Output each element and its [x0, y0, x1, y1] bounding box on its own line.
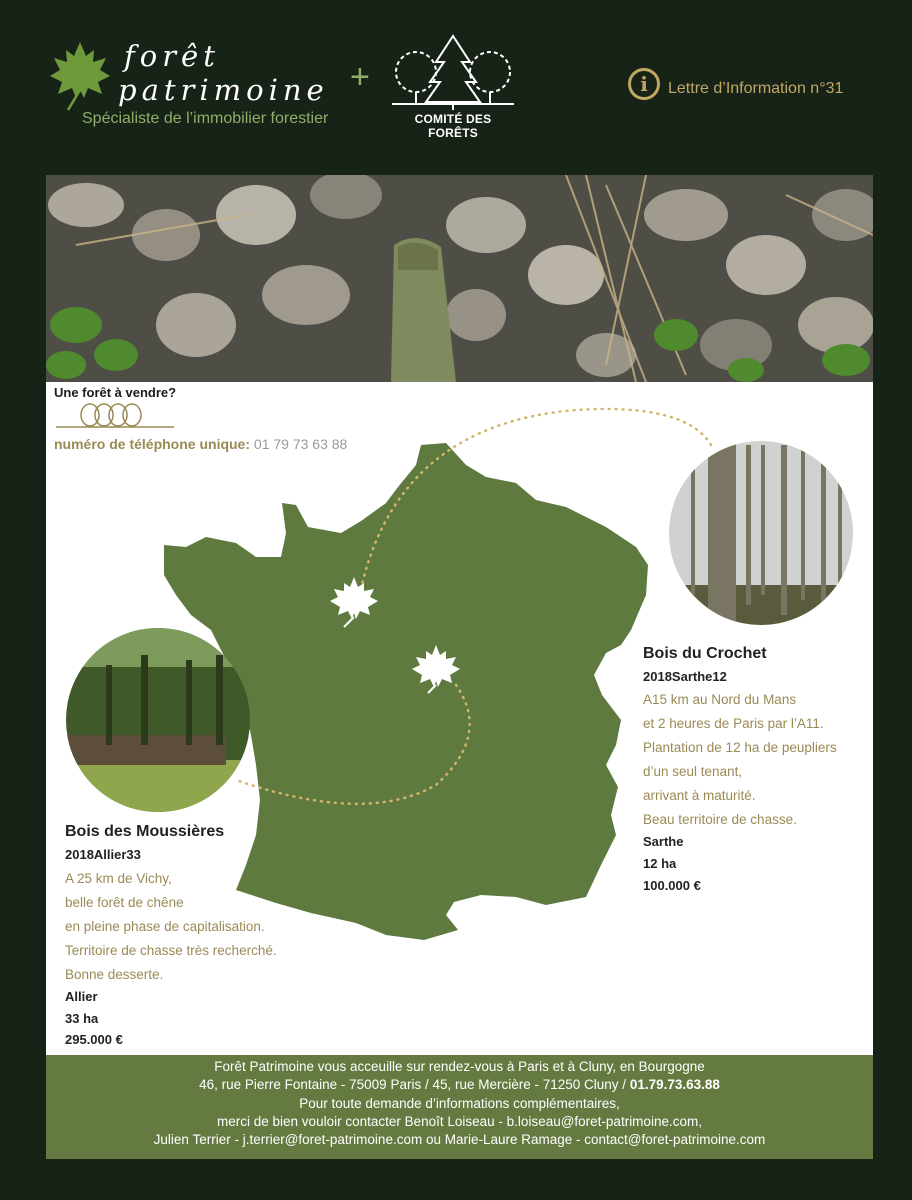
brand-tagline: Spécialiste de l’immobilier forestier [82, 110, 329, 127]
property-reference: 2018Sarthe12 [643, 669, 727, 684]
property-description-line: Bonne desserte. [65, 967, 164, 982]
plus-sign: + [350, 58, 370, 96]
brand-name-line1: forêt [124, 39, 220, 73]
info-icon: i [628, 68, 660, 100]
property-area: 12 ha [643, 856, 677, 871]
property-description-line: et 2 heures de Paris par l’A11. [643, 716, 824, 731]
maple-leaf-icon [46, 38, 114, 112]
phone-number[interactable]: 01 79 73 63 88 [253, 436, 348, 452]
property-department: Allier [65, 989, 98, 1004]
property-area: 33 ha [65, 1011, 99, 1026]
property-description-line: belle forêt de chêne [65, 895, 184, 910]
footer-contact-line[interactable]: merci de bien vouloir contacter Benoît Loiseau - b.loiseau@foret-patrimoine.com, [217, 1113, 702, 1129]
property-name: Bois des Moussières [65, 823, 225, 840]
property-name: Bois du Crochet [643, 645, 767, 662]
property-description-line: A 25 km de Vichy, [65, 871, 172, 886]
property-department: Sarthe [643, 834, 684, 849]
newsletter-label: Lettre d’Information n°31 [668, 80, 844, 97]
footer-phone[interactable]: 01.79.73.63.88 [629, 1077, 720, 1093]
property-price: 295.000 € [65, 1032, 123, 1047]
property-description-line: en pleine phase de capitalisation. [65, 919, 265, 934]
property-description-line: d’un seul tenant, [643, 764, 743, 779]
poplar-plantation-photo [666, 435, 866, 635]
property-description-line: arrivant à maturité. [643, 788, 756, 803]
footer-line: Forêt Patrimoine vous acceuille sur rendez-vous à Paris et à Cluny, en Bourgogne [214, 1059, 705, 1074]
property-description-line: Territoire de chasse très recherché. [65, 943, 277, 958]
tree-logo-icon [388, 32, 518, 112]
footer-address-line [46, 1076, 873, 1094]
sale-heading: Une forêt à vendre? [54, 385, 177, 400]
property-description-line: A15 km au Nord du Mans [643, 692, 797, 707]
property-description-line: Beau territoire de chasse. [643, 812, 797, 827]
footer-address: 46, rue Pierre Fontaine - 75009 Paris / 45, rue Mercière - 71250 Cluny / [199, 1077, 630, 1093]
phone-label: numéro de téléphone unique: [54, 436, 251, 452]
contact-footer [46, 1055, 873, 1159]
property-reference: 2018Allier33 [65, 847, 141, 862]
footer-line: Pour toute demande d’informations complémentaires, [299, 1095, 620, 1111]
property-description-line: Plantation de 12 ha de peupliers [643, 740, 837, 755]
brand-name-line2: patrimoine [118, 73, 329, 107]
property-price: 100.000 € [643, 878, 701, 893]
partner-name: COMITÉ DES FORÊTS [414, 112, 492, 140]
listing-panel [46, 175, 873, 1055]
footer-contact-line[interactable]: Julien Terrier - j.terrier@foret-patrimoine.com ou Marie-Laure Ramage - contact@foret-patrimoine.com [153, 1132, 766, 1148]
